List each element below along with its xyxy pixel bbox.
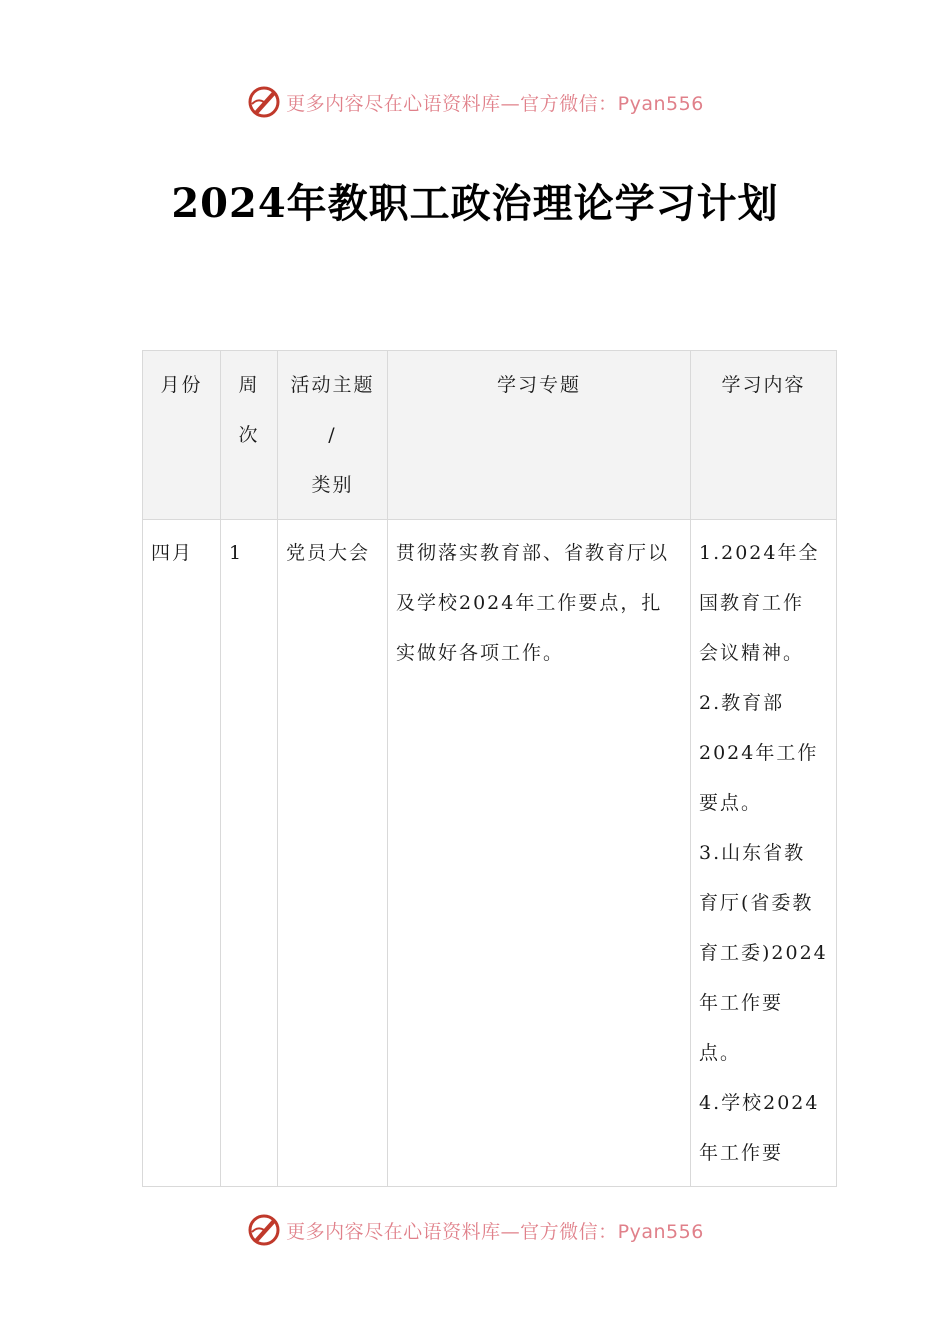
wechat-id: Pyan556 — [617, 92, 704, 115]
cell-content: 1.2024年全 国教育工作 会议精神。 2.教育部 2024年工作 要点。 3.山东省教 育厅(省委教 育工委)2024 年工作要 点。 4.学校2024 年工作要 — [691, 520, 837, 1187]
header-content: 学习内容 — [691, 351, 837, 520]
header-theme: 活动主题 / 类别 — [278, 351, 388, 520]
table-header-row — [143, 351, 837, 520]
bottom-watermark-banner — [0, 1210, 950, 1250]
cell-theme: 党员大会 — [278, 520, 388, 1187]
top-watermark-banner — [0, 82, 950, 122]
header-week: 周 次 — [221, 351, 278, 520]
table-row — [143, 520, 837, 1187]
cell-month: 四月 — [143, 520, 221, 1187]
banner-text: 更多内容尽在心语资料库—官方微信：Pyan556 — [286, 92, 704, 115]
pen-logo-icon — [246, 1212, 282, 1248]
study-plan-table — [142, 350, 837, 1187]
page-title: 2024年教职工政治理论学习计划 — [171, 180, 779, 227]
pen-logo-icon — [246, 84, 282, 120]
wechat-id: Pyan556 — [617, 1220, 704, 1243]
banner-text: 更多内容尽在心语资料库—官方微信：Pyan556 — [286, 1220, 704, 1243]
header-month: 月份 — [143, 351, 221, 520]
cell-week: 1 — [221, 520, 278, 1187]
header-topic: 学习专题 — [388, 351, 691, 520]
cell-topic: 贯彻落实教育部、省教育厅以及学校2024年工作要点，扎实做好各项工作。 — [388, 520, 691, 1187]
